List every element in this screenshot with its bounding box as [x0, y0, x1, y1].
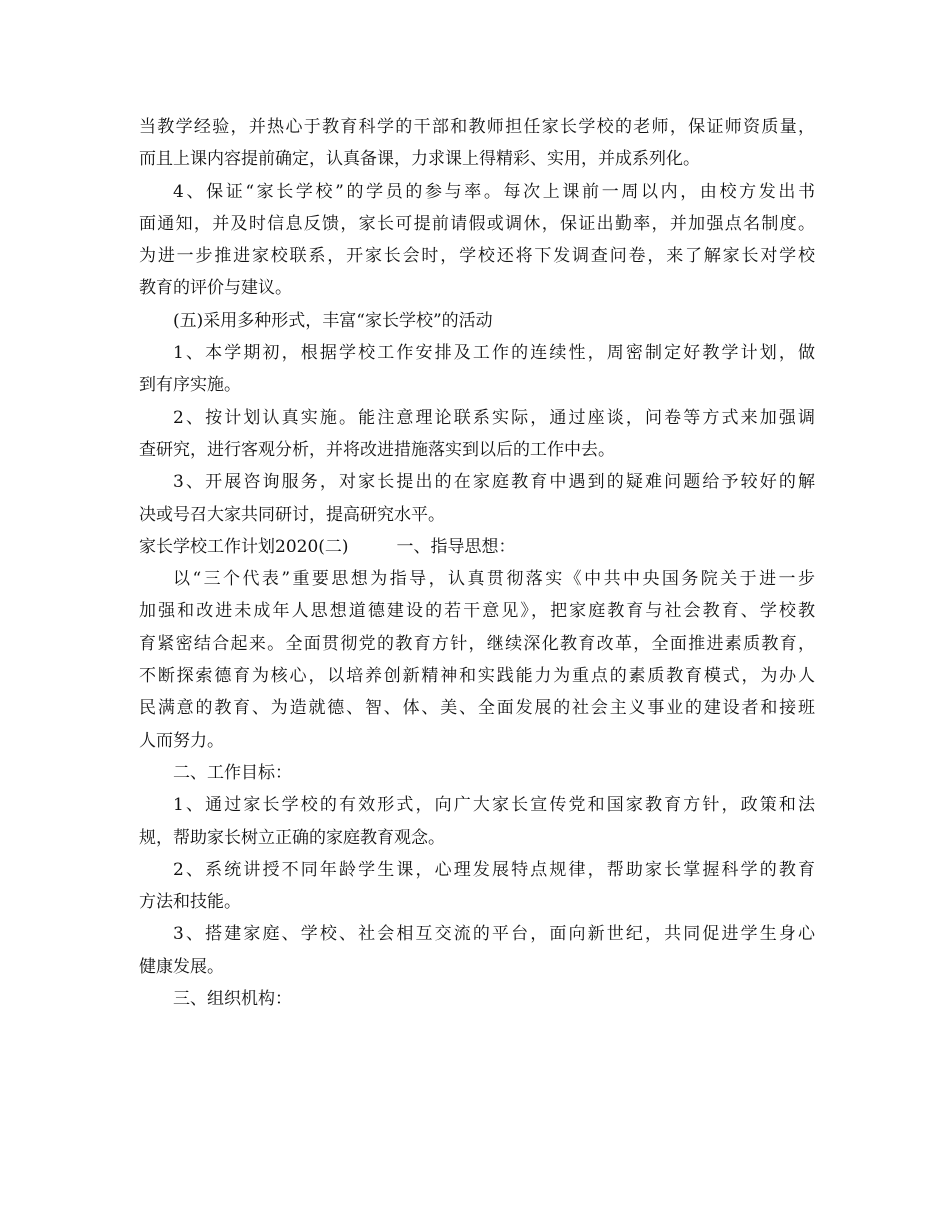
- text-line: 当教学经验，并热心于教育科学的干部和教师担任家长学校的老师，保证师资质量，: [139, 117, 815, 137]
- text-line: 4、保证“家长学校”的学员的参与率。每次上课前一周以内，由校方发出书: [173, 181, 815, 202]
- text-line: 查研究，进行客观分析，并将改进措施落实到以后的工作中去。: [139, 439, 615, 460]
- text-line: 2、按计划认真实施。能注意理论联系实际，通过座谈，问卷等方式来加强调: [173, 407, 815, 428]
- document-title: 家长学校工作计划2020(二): [139, 536, 349, 557]
- text-line: 2、系统讲授不同年龄学生课，心理发展特点规律，帮助家长掌握科学的教育: [173, 859, 815, 880]
- section-heading: 三、组织机构：: [173, 989, 292, 1010]
- text-line: 育紧密结合起来。全面贯彻党的教育方针，继续深化教育改革，全面推进素质教育，: [139, 633, 815, 654]
- text-line: 3、搭建家庭、学校、社会相互交流的平台，面向新世纪，共同促进学生身心: [173, 924, 815, 945]
- text-line: 不断探索德育为核心，以培养创新精神和实践能力为重点的素质教育模式，为办人: [139, 666, 815, 687]
- text-line: 1、本学期初，根据学校工作安排及工作的连续性，周密制定好教学计划，做: [173, 343, 815, 364]
- text-line: 人而努力。: [139, 730, 224, 751]
- text-line: 1、通过家长学校的有效形式，向广大家长宣传党和国家教育方针，政策和法: [173, 795, 815, 816]
- text-line: 健康发展。: [139, 956, 224, 977]
- document-title-line: [139, 531, 815, 563]
- text-line: 教育的评价与建议。: [139, 278, 292, 299]
- section-heading: (五)采用多种形式，丰富“家长学校”的活动: [173, 310, 493, 331]
- document-body: [139, 111, 815, 1015]
- text-line: 加强和改进未成年人思想道德建设的若干意见》，把家庭教育与社会教育、学校教: [139, 601, 815, 622]
- text-line: 到有序实施。: [139, 375, 241, 396]
- text-line: 决或号召大家共同研讨，提高研究水平。: [139, 504, 445, 525]
- text-line: 为进一步推进家校联系，开家长会时，学校还将下发调查问卷，来了解家长对学校: [139, 246, 815, 267]
- text-line: 以“三个代表”重要思想为指导，认真贯彻落实《中共中央国务院关于进一步: [173, 569, 815, 590]
- text-line: 民满意的教育、为造就德、智、体、美、全面发展的社会主义事业的建设者和接班: [139, 698, 815, 719]
- section-heading: 二、工作目标：: [173, 762, 292, 783]
- text-line: 而且上课内容提前确定，认真备课，力求课上得精彩、实用，并成系列化。: [139, 149, 700, 170]
- section-heading: 一、指导思想：: [396, 536, 516, 557]
- text-line: 规，帮助家长树立正确的家庭教育观念。: [139, 827, 445, 848]
- text-line: 方法和技能。: [139, 892, 241, 913]
- text-line: 面通知，并及时信息反馈，家长可提前请假或调休，保证出勤率，并加强点名制度。: [139, 213, 815, 234]
- text-line: 3、开展咨询服务，对家长提出的在家庭教育中遇到的疑难问题给予较好的解: [173, 472, 815, 493]
